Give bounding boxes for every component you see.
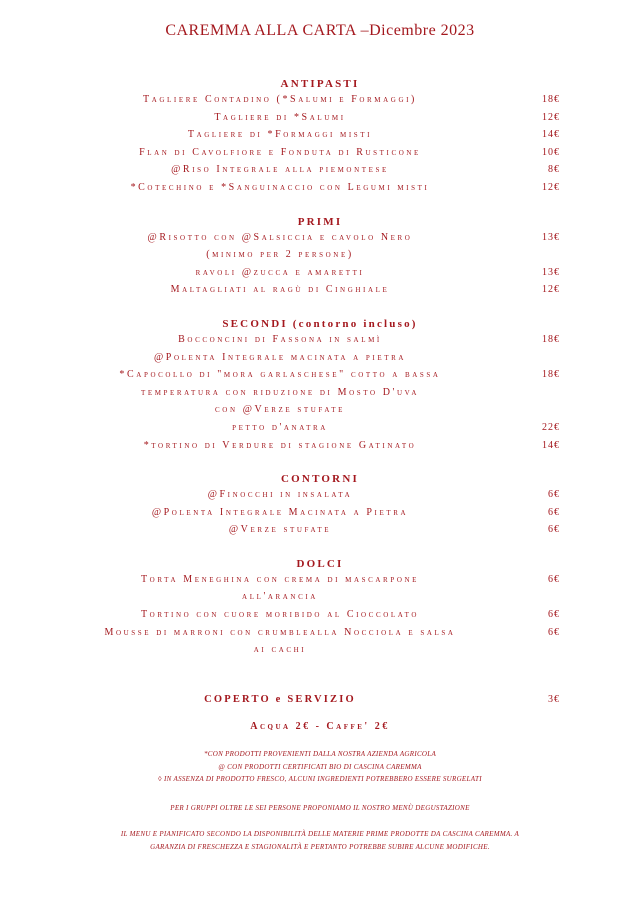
menu-item-name: Flan di Cavolfiore e Fonduta di Rusticone <box>139 146 421 158</box>
menu-item-name: *Cotechino e *Sanguinaccio con Legumi misti <box>130 181 430 193</box>
menu-item-price: 18€ <box>542 94 560 105</box>
menu-item-row <box>0 589 640 607</box>
contorni-list <box>0 487 640 540</box>
primi-list <box>0 230 640 300</box>
menu-item-price: 6€ <box>548 573 560 585</box>
menu-item-name: ravoli @zucca e amaretti <box>195 266 365 278</box>
menu-item-row <box>0 230 640 248</box>
section-dolci-title: DOLCI <box>296 557 344 570</box>
menu-item-row <box>0 402 640 420</box>
secondi-list <box>0 332 640 455</box>
menu-item-row <box>0 332 640 350</box>
menu-item-name: Mousse di marroni con crumblealla Nocciola e salsa <box>104 626 456 638</box>
note-bio: @ CON PRODOTTI CERTIFICATI BIO DI CASCINA CAREMMA <box>218 762 422 771</box>
section-primi-title: PRIMI <box>297 215 343 228</box>
note-surgelati: ◊ IN ASSENZA DI PRODOTTO FRESCO, ALCUNI INGREDIENTI POTREBBERO ESSERE SURGELATI <box>158 775 482 784</box>
menu-item-price: 18€ <box>542 369 560 381</box>
menu-item-row <box>0 420 640 438</box>
menu-item-row <box>0 145 640 163</box>
menu-item-name: (minimo per 2 persone) <box>206 249 354 261</box>
menu-item-row <box>0 642 640 660</box>
menu-item-row <box>0 127 640 145</box>
menu-item-price: 6€ <box>548 524 560 536</box>
menu-item-row <box>0 607 640 625</box>
menu-item-price: 12€ <box>542 111 560 123</box>
menu-item-name: Tagliere Contadino (*Salumi e Formaggi) <box>143 94 417 105</box>
menu-item-row <box>0 350 640 368</box>
menu-item-name: *Capocollo di "mora garlaschese" cotto a bassa <box>119 369 441 381</box>
menu-item-row <box>0 367 640 385</box>
note-azienda: *CON PRODOTTI PROVENIENTI DALLA NOSTRA AZIENDA AGRICOLA <box>203 750 437 759</box>
menu-item-name: @Risotto con @Salsiccia e cavolo Nero <box>147 231 413 243</box>
menu-item-row <box>0 282 640 300</box>
menu-item-name: @Riso Integrale alla piemontese <box>171 164 389 176</box>
menu-item-price: 13€ <box>542 231 560 243</box>
menu-item-name: *tortino di Verdure di stagione Gatinato <box>143 439 417 451</box>
menu-item-name: petto d'anatra <box>232 421 328 433</box>
menu-item-price: 22€ <box>542 421 560 433</box>
menu-item-row <box>0 247 640 265</box>
dolci-list <box>0 572 640 660</box>
menu-item-row <box>0 162 640 180</box>
menu-item-row <box>0 438 640 456</box>
menu-item-name: temperatura con riduzione di Mosto D'uva <box>140 386 420 398</box>
menu-item-name: @Verze stufate <box>228 524 332 536</box>
groups-note: PER I GRUPPI OLTRE LE SEI PERSONE PROPONIAMO IL NOSTRO MENÙ DEGUSTAZIONE <box>170 803 470 812</box>
menu-item-name: @Polenta Integrale Macinata a Pietra <box>151 506 409 518</box>
menu-item-name: Maltagliati al ragù di Cinghiale <box>170 284 390 296</box>
menu-item-price: 13€ <box>542 266 560 278</box>
menu-item-price: 6€ <box>548 506 560 518</box>
menu-item-price: 14€ <box>542 129 560 141</box>
menu-item-row <box>0 265 640 283</box>
menu-item-price: 10€ <box>542 146 560 158</box>
footer-line-2: GARANZIA DI FRESCHEZZA E STAGIONALITÀ E PERTANTO POTREBBE SUBIRE ALCUNE MODIFICHE. <box>150 842 490 851</box>
acqua-caffe-line: Acqua 2€ - Caffe' 2€ <box>250 721 390 733</box>
footer-line-1: IL MENU E PIANIFICATO SECONDO LA DISPONIBILITÀ DELLE MATERIE PRIME PRODOTTE DA CASCINA CAREMMA. A <box>120 830 520 839</box>
coperto-label: COPERTO e SERVIZIO <box>204 693 356 705</box>
menu-item-price: 6€ <box>548 489 560 501</box>
menu-item-price: 6€ <box>548 609 560 621</box>
antipasti-list <box>0 92 640 198</box>
section-secondi-title: SECONDI (contorno incluso) <box>222 317 418 330</box>
menu-item-row <box>0 572 640 590</box>
menu-item-name: Tagliere di *Salumi <box>214 111 346 123</box>
section-contorni-title: CONTORNI <box>281 473 359 486</box>
menu-item-row <box>0 385 640 403</box>
menu-item-name: Tagliere di *Formaggi misti <box>187 129 373 141</box>
coperto-row <box>0 692 640 710</box>
menu-item-price: 12€ <box>542 284 560 296</box>
menu-item-price: 8€ <box>548 164 560 176</box>
section-antipasti-title: ANTIPASTI <box>280 78 360 90</box>
menu-item-row <box>0 110 640 128</box>
menu-item-row <box>0 487 640 505</box>
menu-item-name: all'arancia <box>242 591 318 603</box>
menu-item-name: Tortino con cuore moribido al Cioccolato <box>140 609 420 621</box>
menu-item-price: 14€ <box>542 439 560 451</box>
menu-item-price: 18€ <box>542 333 560 345</box>
menu-item-name: @Finocchi in insalata <box>207 489 353 501</box>
menu-item-name: con @Verze stufate <box>215 404 345 416</box>
menu-item-name: Torta Meneghina con crema di mascarpone <box>140 573 420 585</box>
menu-item-name: @Polenta Integrale macinata a pietra <box>153 351 406 363</box>
menu-item-name: Bocconcini di Fassona in salmì <box>178 333 382 345</box>
menu-item-name: ai cachi <box>253 644 307 656</box>
menu-item-price: 6€ <box>548 626 560 638</box>
menu-item-row <box>0 522 640 540</box>
menu-title: CAREMMA ALLA CARTA –Dicembre 2023 <box>165 22 475 39</box>
coperto-price: 3€ <box>548 693 560 705</box>
menu-item-row <box>0 180 640 198</box>
menu-item-price: 12€ <box>542 181 560 193</box>
menu-item-row <box>0 505 640 523</box>
menu-item-row <box>0 92 640 110</box>
menu-item-row <box>0 625 640 643</box>
